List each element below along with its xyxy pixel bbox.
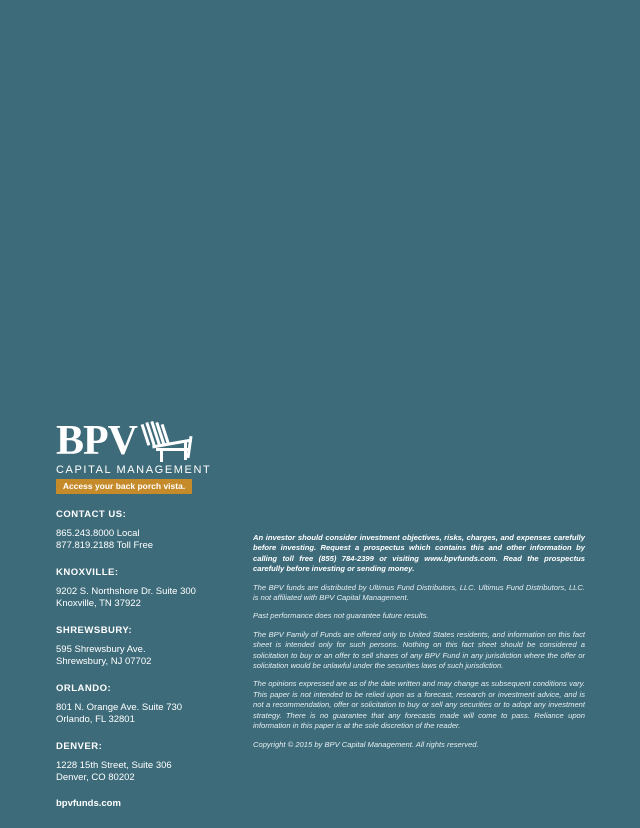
office-address-line: 9202 S. Northshore Dr. Suite 300 — [56, 586, 196, 597]
investor-notice: An investor should consider investment objectives, risks, charges, and expenses carefully before investing. Request a prospectus which contains this and other information by calling toll free (855) 784-2399 or visiting www.bpvfunds.com. Read the prospectus carefully before investing or sending money. — [253, 533, 585, 574]
disclaimer-column — [253, 533, 585, 758]
office-denver — [56, 740, 226, 784]
adirondack-chair-icon — [138, 418, 196, 462]
contact-heading: CONTACT US: — [56, 509, 127, 520]
opinions-disclosure: The opinions expressed are as of the date written and may change as subsequent conditions vary. This paper is not intended to be relied upon as a forecast, research or investment advice, and is not a recommendation, offer or solicitation to buy or sell any securities or to adopt any investment strategy. There is no guarantee that any forecasts made will come to pass. Reliance upon information in this paper is at the sole discretion of the reader. — [253, 679, 585, 731]
office-heading: DENVER: — [56, 741, 103, 752]
logo-subtitle: CAPITAL MANAGEMENT — [56, 464, 212, 476]
office-orlando — [56, 682, 226, 726]
copyright-notice: Copyright © 2015 by BPV Capital Management. All rights reserved. — [253, 739, 479, 749]
past-performance-disclosure: Past performance does not guarantee future results. — [253, 611, 429, 621]
office-address-line: Shrewsbury, NJ 07702 — [56, 656, 152, 667]
contact-us-block — [56, 508, 226, 552]
office-address-line: 801 N. Orange Ave. Suite 730 — [56, 702, 183, 713]
office-heading: ORLANDO: — [56, 683, 112, 694]
logo-tagline: Access your back porch vista. — [56, 479, 192, 494]
distributor-disclosure: The BPV funds are distributed by Ultimus Fund Distributors, LLC. Ultimus Fund Distributors, LLC. is not affiliated with BPV Capital Management. — [253, 582, 585, 603]
toll-free-phone[interactable]: 877.819.2188 Toll Free — [56, 540, 154, 551]
office-address-line: Denver, CO 80202 — [56, 772, 135, 783]
office-heading: KNOXVILLE: — [56, 567, 119, 578]
office-heading: SHREWSBURY: — [56, 625, 133, 636]
office-address-line: Knoxville, TN 37922 — [56, 598, 141, 609]
office-shrewsbury — [56, 624, 226, 668]
office-address-line: 595 Shrewsbury Ave. — [56, 644, 146, 655]
company-logo — [56, 418, 212, 494]
residents-disclosure: The BPV Family of Funds are offered only to United States residents, and information on this fact sheet is intended only for such persons. Nothing on this fact sheet should be considered a solicitation to buy or an offer to sell shares of any BPV Fund in any jurisdiction where the offer or solicitation would be unlawful under the securities laws of such jurisdiction. — [253, 629, 585, 671]
office-knoxville — [56, 566, 226, 610]
website-link[interactable]: bpvfunds.com — [56, 798, 121, 809]
office-address-line: 1228 15th Street, Suite 306 — [56, 760, 172, 771]
office-address-line: Orlando, FL 32801 — [56, 714, 135, 725]
logo-wordmark: BPV — [56, 418, 137, 464]
contact-column — [56, 508, 226, 809]
local-phone[interactable]: 865.243.8000 Local — [56, 528, 140, 539]
